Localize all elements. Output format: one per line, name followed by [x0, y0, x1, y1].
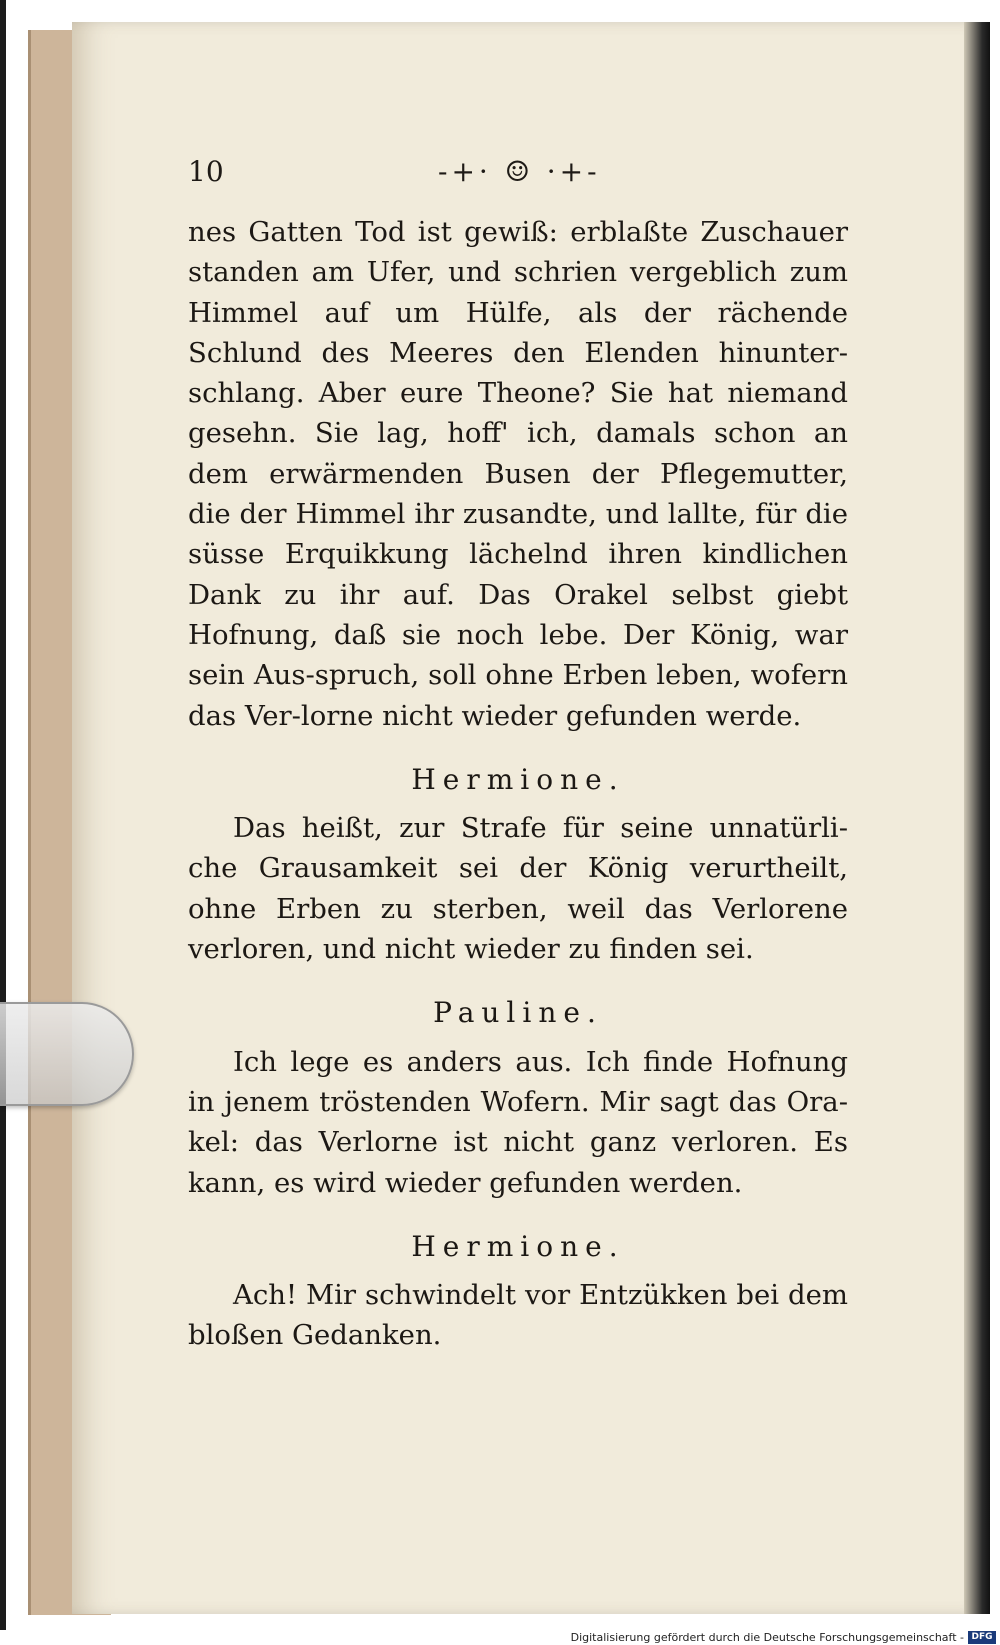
paragraph-continuation: nes Gatten Tod ist gewiß: erblaßte Zuschauer standen am Ufer, und schrien vergeblich zum Himmel auf um Hülfe, als der rächende Schlund des Meeres den Elenden hinunter-schlang. Aber eure Theone? Sie hat niemand gesehn. Sie lag, hoff' ich, damals schon an dem erwärmenden Busen der Pflegemutter, die der Himmel ihr zusandte, und lallte, für die süsse Erquikkung lächelnd ihren kindlichen Dank zu ihr auf. Das Orakel selbst giebt Hofnung, daß sie noch lebe. Der König, war sein Aus-spruch, soll ohne Erben leben, wofern das Ver-lorne nicht wieder gefunden werde. — [188, 216, 848, 732]
scanner-edge — [0, 0, 6, 1630]
paragraph: Ach! Mir schwindelt vor Entzükken bei dem bloßen Gedanken. — [188, 1279, 848, 1352]
page-holder-clip — [0, 1002, 134, 1106]
paragraph: Das heißt, zur Strafe für seine unnatürli-che Grausamkeit sei der König verurtheilt, ohne Erben zu sterben, weil das Verlorene verloren, und nicht wieder zu finden sei. — [188, 812, 848, 966]
page-text — [188, 212, 848, 1356]
speaker-heading: Hermione. — [411, 1229, 625, 1263]
page-number: 10 — [188, 155, 224, 188]
paragraph: Ich lege es anders aus. Ich finde Hofnung in jenem tröstenden Wofern. Mir sagt das Ora-kel: das Verlorne ist nicht ganz verloren. Es kann, es wird wieder gefunden werden. — [188, 1045, 848, 1199]
footer-bar — [0, 1630, 1000, 1645]
page-gutter-shadow — [964, 22, 990, 1614]
speaker-heading: Pauline. — [433, 996, 603, 1030]
speaker-heading: Hermione. — [411, 762, 625, 796]
funding-credit: Digitalisierung gefördert durch die Deutsche Forschungsgemeinschaft - — [570, 1631, 964, 1644]
page-header — [188, 155, 848, 195]
dfg-logo: DFG — [968, 1631, 996, 1644]
header-ornament: -+· ☺ ·+- — [438, 155, 601, 188]
